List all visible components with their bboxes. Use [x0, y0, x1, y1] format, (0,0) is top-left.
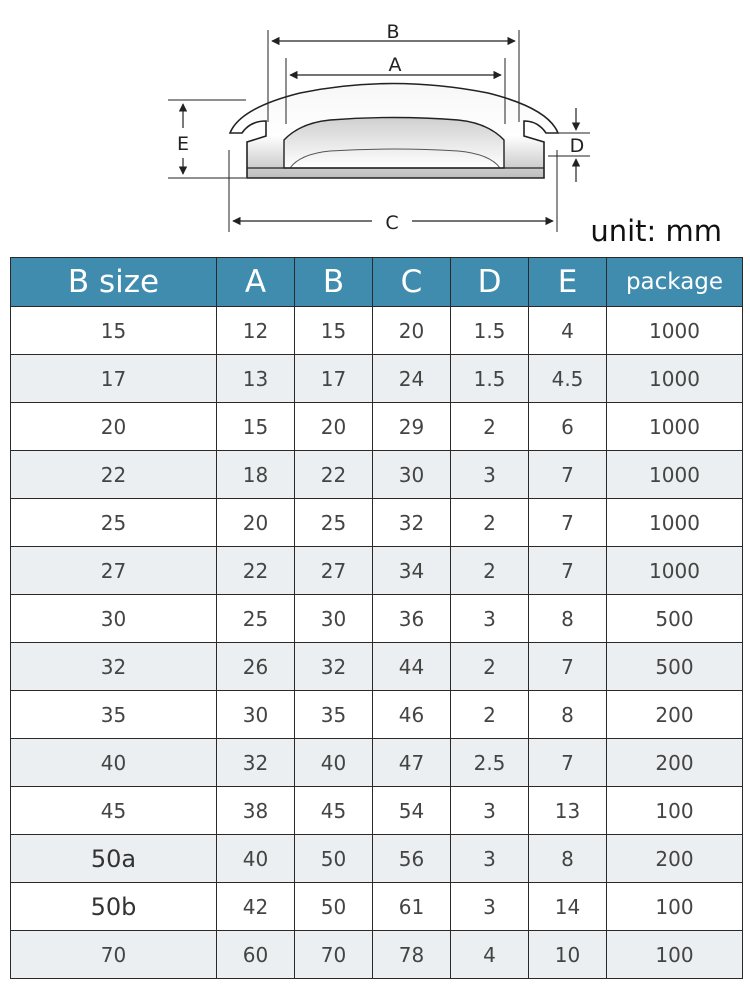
cell-e: 13	[529, 787, 607, 835]
cell-package: 1000	[607, 355, 743, 403]
cell-b: 40	[295, 739, 373, 787]
cell-b: 45	[295, 787, 373, 835]
cell-package: 100	[607, 883, 743, 931]
cell-e: 7	[529, 643, 607, 691]
cell-c: 46	[373, 691, 451, 739]
cell-d: 2	[451, 499, 529, 547]
cell-c: 36	[373, 595, 451, 643]
cell-a: 25	[217, 595, 295, 643]
cell-d: 2	[451, 547, 529, 595]
dimension-label-b: B	[386, 21, 400, 43]
cell-package: 1000	[607, 451, 743, 499]
cell-c: 32	[373, 499, 451, 547]
cell-c: 30	[373, 451, 451, 499]
cell-c: 44	[373, 643, 451, 691]
dimension-label-d: D	[569, 135, 585, 157]
cell-a: 26	[217, 643, 295, 691]
table-row	[11, 643, 743, 691]
cell-e: 4	[529, 307, 607, 355]
table-row	[11, 787, 743, 835]
table-row	[11, 883, 743, 931]
cell-b: 15	[295, 307, 373, 355]
cell-d: 3	[451, 883, 529, 931]
table-row	[11, 835, 743, 883]
cell-a: 42	[217, 883, 295, 931]
cell-b-size: 70	[11, 931, 217, 979]
cell-e: 7	[529, 451, 607, 499]
cell-a: 18	[217, 451, 295, 499]
cell-d: 3	[451, 451, 529, 499]
table-row	[11, 307, 743, 355]
cell-b-size: 17	[11, 355, 217, 403]
dimension-label-a: A	[388, 54, 402, 76]
cell-package: 200	[607, 691, 743, 739]
cell-d: 3	[451, 595, 529, 643]
header-e: E	[529, 258, 607, 307]
cell-e: 10	[529, 931, 607, 979]
cell-a: 40	[217, 835, 295, 883]
cell-d: 2.5	[451, 739, 529, 787]
cell-e: 8	[529, 595, 607, 643]
cell-d: 2	[451, 403, 529, 451]
table-row	[11, 355, 743, 403]
cell-package: 1000	[607, 499, 743, 547]
header-b: B	[295, 258, 373, 307]
cell-e: 7	[529, 499, 607, 547]
table-body	[11, 307, 743, 979]
cell-e: 14	[529, 883, 607, 931]
cell-d: 3	[451, 787, 529, 835]
cell-b: 27	[295, 547, 373, 595]
cell-e: 4.5	[529, 355, 607, 403]
cell-package: 100	[607, 787, 743, 835]
cell-e: 7	[529, 547, 607, 595]
cell-a: 38	[217, 787, 295, 835]
cell-b: 25	[295, 499, 373, 547]
table-row	[11, 931, 743, 979]
cell-b: 30	[295, 595, 373, 643]
cell-package: 500	[607, 595, 743, 643]
cell-b: 50	[295, 883, 373, 931]
cell-b: 50	[295, 835, 373, 883]
cell-package: 1000	[607, 547, 743, 595]
header-b-size: B size	[11, 258, 217, 307]
grommet-dimension-diagram	[0, 0, 750, 250]
header-d: D	[451, 258, 529, 307]
cell-b: 20	[295, 403, 373, 451]
cell-e: 8	[529, 691, 607, 739]
table-row	[11, 691, 743, 739]
cell-b-size: 50a	[11, 835, 217, 883]
cell-d: 2	[451, 643, 529, 691]
cell-b-size: 45	[11, 787, 217, 835]
cell-b-size: 15	[11, 307, 217, 355]
cell-package: 1000	[607, 307, 743, 355]
cell-b-size: 30	[11, 595, 217, 643]
size-spec-table	[10, 257, 743, 979]
cell-d: 3	[451, 835, 529, 883]
cell-c: 29	[373, 403, 451, 451]
table-row	[11, 595, 743, 643]
cell-a: 20	[217, 499, 295, 547]
cell-package: 200	[607, 739, 743, 787]
table-row	[11, 547, 743, 595]
dimension-label-e: E	[176, 133, 190, 155]
cell-d: 1.5	[451, 307, 529, 355]
cell-e: 8	[529, 835, 607, 883]
grommet-profile	[230, 84, 558, 179]
header-a: A	[217, 258, 295, 307]
table-row	[11, 403, 743, 451]
cell-b-size: 20	[11, 403, 217, 451]
cell-e: 6	[529, 403, 607, 451]
cell-c: 78	[373, 931, 451, 979]
cell-d: 2	[451, 691, 529, 739]
cell-c: 20	[373, 307, 451, 355]
cell-package: 1000	[607, 403, 743, 451]
cell-b-size: 35	[11, 691, 217, 739]
cell-a: 60	[217, 931, 295, 979]
table-row	[11, 499, 743, 547]
cell-b-size: 22	[11, 451, 217, 499]
cell-a: 12	[217, 307, 295, 355]
cell-package: 500	[607, 643, 743, 691]
dimension-label-c: C	[385, 212, 399, 234]
cell-e: 7	[529, 739, 607, 787]
cell-package: 200	[607, 835, 743, 883]
cell-b: 32	[295, 643, 373, 691]
cell-b-size: 25	[11, 499, 217, 547]
cell-a: 32	[217, 739, 295, 787]
header-package: package	[607, 258, 743, 307]
header-c: C	[373, 258, 451, 307]
cell-d: 4	[451, 931, 529, 979]
cell-b: 70	[295, 931, 373, 979]
table-row	[11, 739, 743, 787]
cell-b: 35	[295, 691, 373, 739]
cell-b-size: 27	[11, 547, 217, 595]
cell-a: 30	[217, 691, 295, 739]
table-header-row	[11, 258, 743, 307]
cell-a: 15	[217, 403, 295, 451]
cell-package: 100	[607, 931, 743, 979]
cell-c: 47	[373, 739, 451, 787]
cell-d: 1.5	[451, 355, 529, 403]
cell-b-size: 32	[11, 643, 217, 691]
cell-b-size: 40	[11, 739, 217, 787]
cell-c: 34	[373, 547, 451, 595]
cell-a: 22	[217, 547, 295, 595]
cell-a: 13	[217, 355, 295, 403]
cell-c: 24	[373, 355, 451, 403]
unit-label: unit: mm	[590, 214, 722, 248]
cell-b: 22	[295, 451, 373, 499]
cell-c: 54	[373, 787, 451, 835]
cell-b: 17	[295, 355, 373, 403]
cell-c: 56	[373, 835, 451, 883]
table-row	[11, 451, 743, 499]
cell-b-size: 50b	[11, 883, 217, 931]
cell-c: 61	[373, 883, 451, 931]
